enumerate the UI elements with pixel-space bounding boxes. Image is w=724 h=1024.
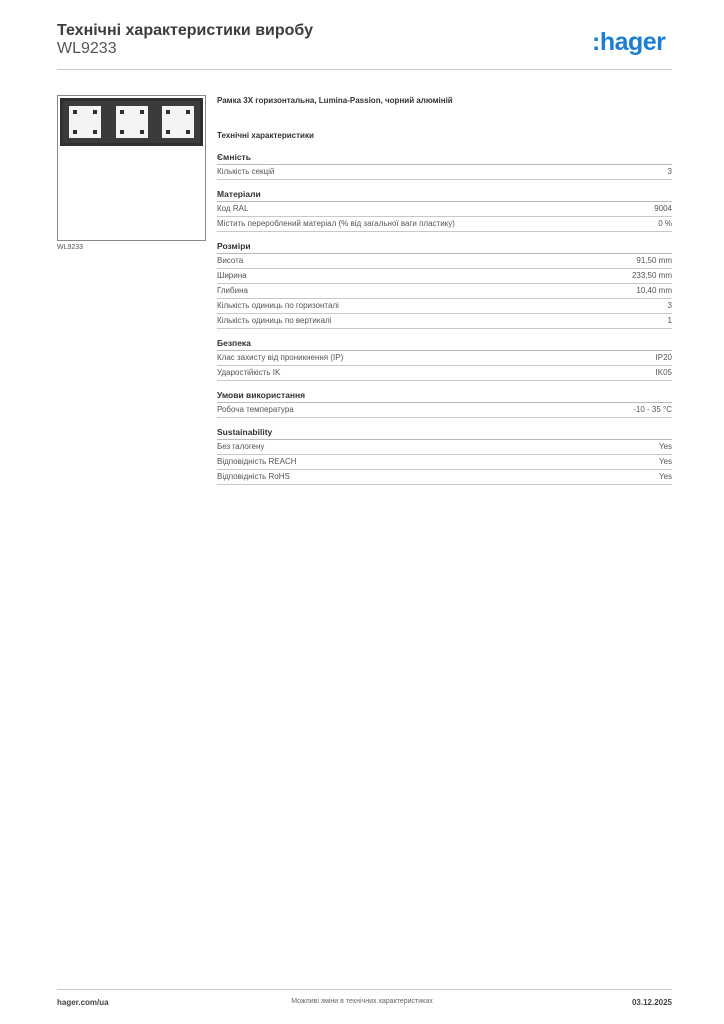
specs-heading: Технічні характеристики [217, 131, 314, 140]
spec-label: Глибина [217, 286, 248, 295]
spec-value: 91,50 mm [636, 256, 672, 265]
spec-label: Містить перероблений матеріал (% від загальної ваги пластику) [217, 219, 455, 228]
spec-groups [217, 151, 672, 485]
spec-value: 233,50 mm [631, 271, 672, 280]
spec-group [217, 337, 672, 381]
spec-row [217, 314, 672, 329]
spec-group [217, 240, 672, 329]
spec-value: -10 - 35 °C [633, 405, 672, 414]
spec-group [217, 151, 672, 180]
spec-group-title: Безпека [217, 337, 672, 351]
spec-value: Yes [658, 442, 672, 451]
spec-row [217, 284, 672, 299]
spec-label: Відповідність REACH [217, 457, 297, 466]
image-caption: WL9233 [57, 244, 84, 251]
footer-website-link[interactable]: hager.com/ua [57, 998, 109, 1007]
spec-value: 9004 [654, 204, 672, 213]
spec-group [217, 389, 672, 418]
spec-group-title: Матеріали [217, 188, 672, 202]
spec-group [217, 188, 672, 232]
spec-value: 1 [667, 316, 672, 325]
spec-row [217, 217, 672, 232]
page-title: Технічні характеристики виробу [57, 22, 313, 39]
spec-group [217, 426, 672, 485]
spec-label: Код RAL [217, 204, 249, 213]
spec-label: Кількість одиниць по горизонталі [217, 301, 339, 310]
spec-label: Клас захисту від проникнення (IP) [217, 353, 344, 362]
spec-label: Висота [217, 256, 244, 265]
spec-group-title: Умови використання [217, 389, 672, 403]
product-code: WL9233 [57, 40, 117, 57]
spec-value: 0 % [658, 219, 672, 228]
hager-logo: :hager [592, 28, 666, 56]
product-image-frame [57, 95, 206, 241]
spec-value: IK05 [655, 368, 672, 377]
spec-row [217, 269, 672, 284]
spec-row [217, 440, 672, 455]
spec-content [217, 96, 672, 493]
spec-row [217, 165, 672, 180]
footer-date: 03.12.2025 [631, 998, 672, 1007]
spec-group-title: Sustainability [217, 426, 672, 440]
spec-group-title: Розміри [217, 240, 672, 254]
header-divider [57, 69, 672, 70]
footer-divider [57, 989, 672, 990]
spec-label: Відповідність RoHS [217, 472, 290, 481]
spec-group-title: Ємність [217, 151, 672, 165]
spec-value: IP20 [655, 353, 672, 362]
spec-row [217, 254, 672, 269]
spec-label: Без галогену [217, 442, 265, 451]
footer-notice: Можливі зміни в технічних характеристиках [291, 998, 433, 1005]
spec-row [217, 299, 672, 314]
spec-row [217, 403, 672, 418]
product-name: Рамка 3X горизонтальна, Lumina-Passion, чорний алюміній [217, 96, 453, 105]
spec-label: Кількість секцій [217, 167, 275, 176]
spec-label: Ширина [217, 271, 247, 280]
spec-row [217, 455, 672, 470]
spec-row [217, 202, 672, 217]
spec-row [217, 366, 672, 381]
spec-value: 10,40 mm [636, 286, 672, 295]
spec-row [217, 351, 672, 366]
spec-value: Yes [658, 457, 672, 466]
spec-label: Робоча температура [217, 405, 294, 414]
spec-label: Кількість одиниць по вертикалі [217, 316, 332, 325]
spec-value: 3 [667, 301, 672, 310]
spec-row [217, 470, 672, 485]
spec-value: 3 [667, 167, 672, 176]
spec-value: Yes [658, 472, 672, 481]
product-image [60, 98, 203, 148]
spec-label: Ударостійкість IK [217, 368, 281, 377]
